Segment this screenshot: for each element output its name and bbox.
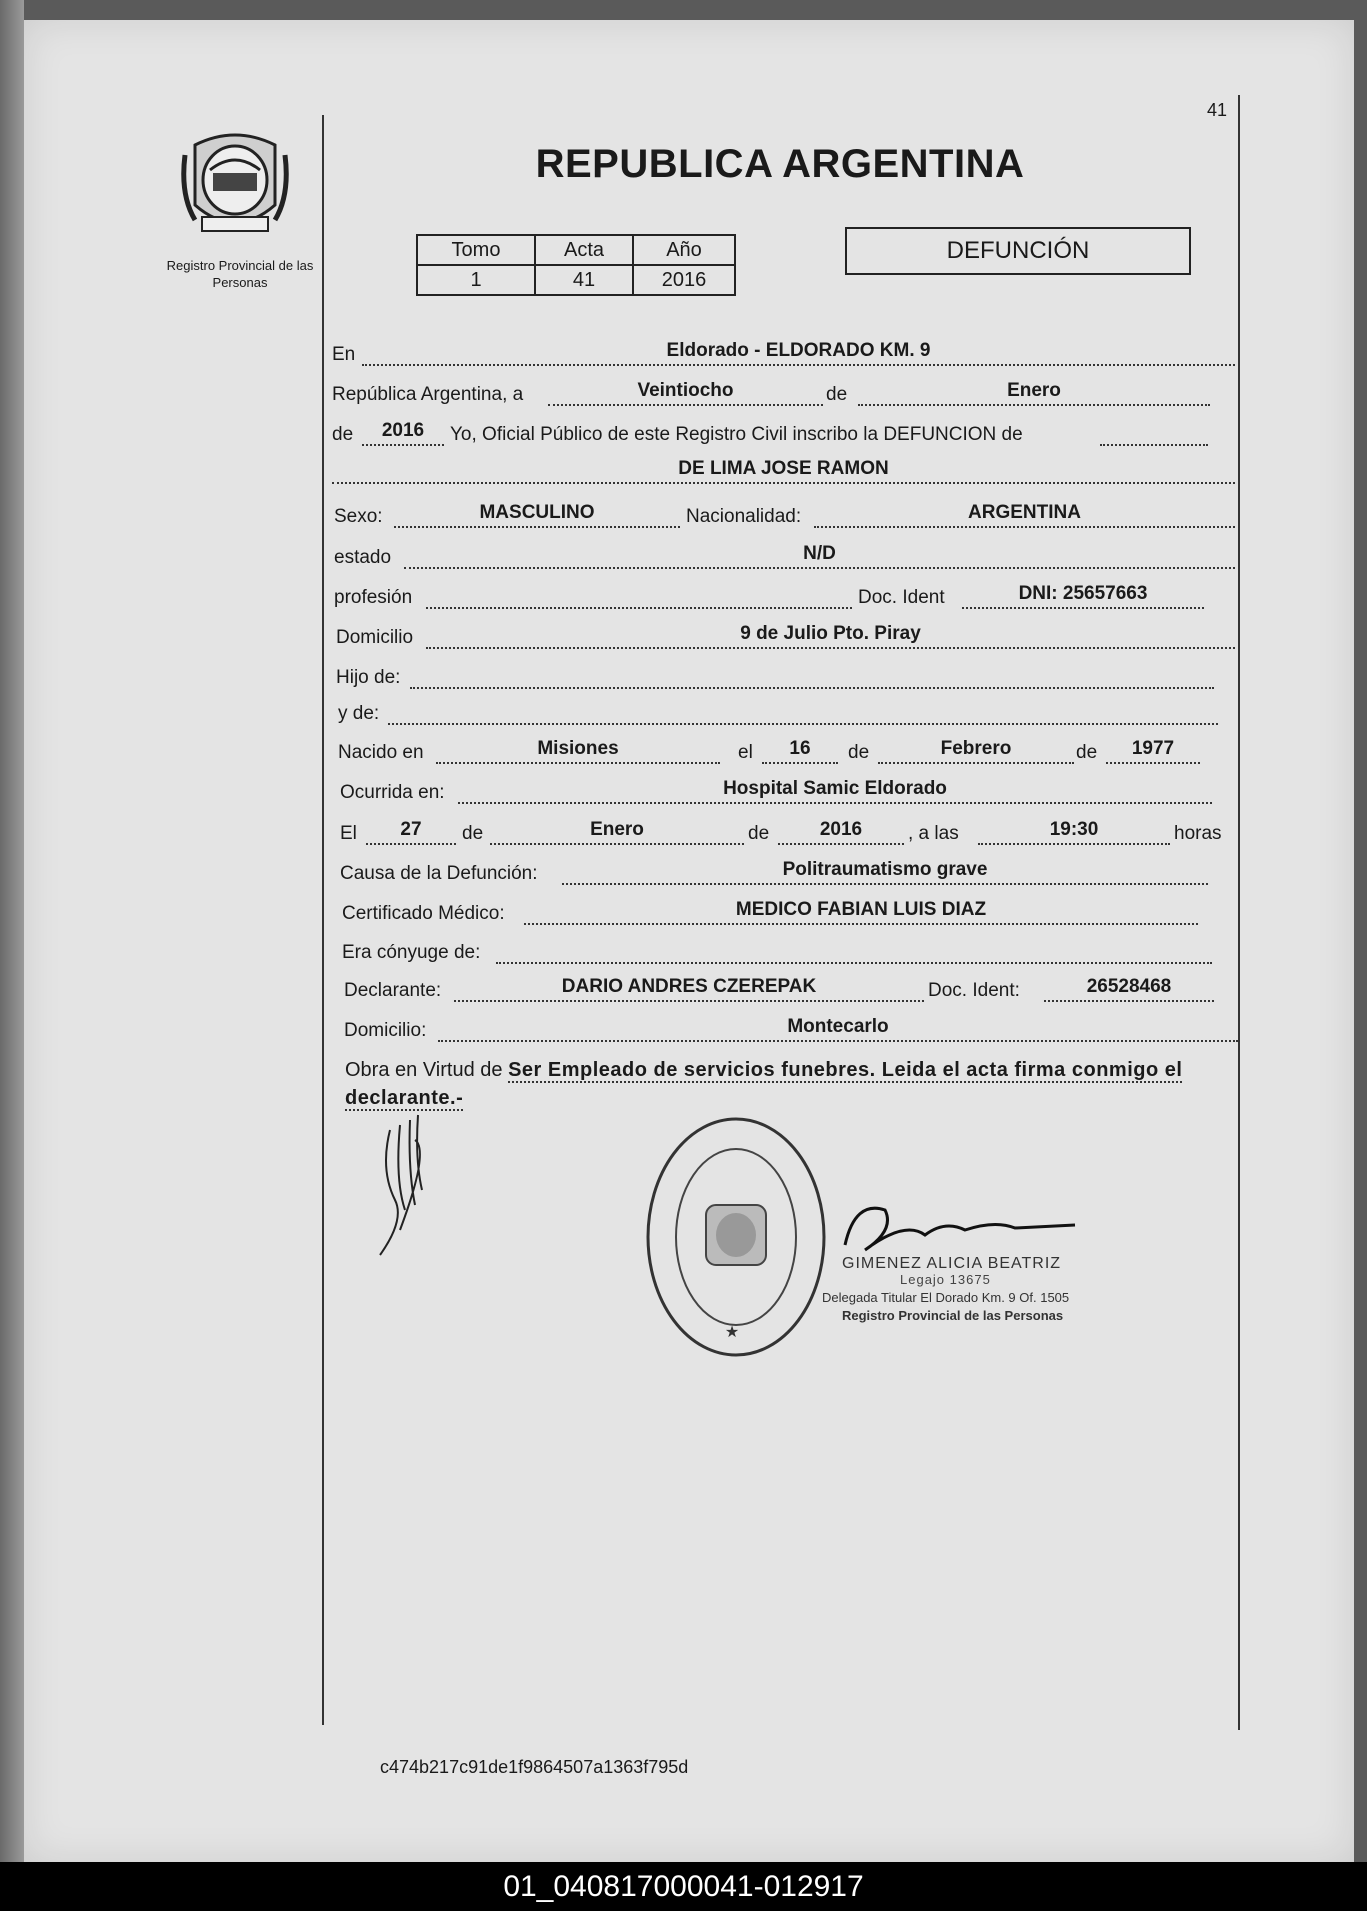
field-domicilio-declarante <box>438 1016 1238 1042</box>
field-nacionalidad <box>814 502 1235 528</box>
value-domicilio: 9 de Julio Pto. Piray <box>740 623 921 644</box>
document-hash: c474b217c91de1f9864507a1363f795d <box>380 1757 689 1777</box>
value-causa: Politraumatismo grave <box>782 859 988 880</box>
register-value-anio: 2016 <box>633 265 735 295</box>
label-domicilio-declarante: Domicilio: <box>344 1020 427 1041</box>
value-declarante: DARIO ANDRES CZEREPAK <box>561 976 817 997</box>
field-nombre <box>332 458 1235 484</box>
label-de-def-mes: de <box>462 823 484 844</box>
record-type-box: DEFUNCIÓN <box>845 227 1191 275</box>
row-anio-oficial <box>332 418 1212 450</box>
row-nombre <box>332 456 1235 488</box>
label-horas: horas <box>1174 823 1222 844</box>
label-conyuge: Era cónyuge de: <box>342 942 481 963</box>
value-ocurrida-en: Hospital Samic Eldorado <box>723 778 947 799</box>
label-doc-ident: Doc. Ident <box>858 587 945 608</box>
label-de-nac-anio: de <box>1076 742 1098 763</box>
label-obra: Obra en Virtud de <box>345 1059 503 1081</box>
row-profesion <box>334 581 1204 613</box>
label-de-anio: de <box>332 424 354 445</box>
page-number: 41 <box>1207 100 1228 120</box>
field-nac-anio <box>1106 738 1200 764</box>
registry-caption: Registro Provincial de las Personas <box>166 258 314 290</box>
label-de-def-anio: de <box>748 823 770 844</box>
declarant-signature-icon <box>370 1110 440 1260</box>
field-oficial-trailer <box>1100 420 1208 446</box>
value-def-hora: 19:30 <box>1049 819 1099 840</box>
label-de-nac-mes: de <box>848 742 870 763</box>
label-certificado: Certificado Médico: <box>342 903 505 924</box>
value-anio: 2016 <box>381 420 425 441</box>
label-el-cap: El <box>340 823 357 844</box>
field-ocurrida-en <box>458 778 1212 804</box>
official-registro: Registro Provincial de las Personas <box>842 1308 1064 1323</box>
row-ocurrida-en <box>340 776 1212 808</box>
field-conyuge <box>496 938 1212 964</box>
field-declarante <box>454 976 924 1002</box>
field-nac-mes <box>878 738 1074 764</box>
left-margin-line <box>322 115 324 1725</box>
label-a-las: , a las <box>908 823 959 844</box>
official-signature-icon <box>815 1190 1145 1260</box>
row-sexo <box>334 500 1235 532</box>
value-nacionalidad: ARGENTINA <box>968 502 1081 523</box>
value-domicilio-declarante: Montecarlo <box>787 1016 889 1037</box>
row-lugar <box>330 338 1235 370</box>
label-ocurrida-en: Ocurrida en: <box>340 782 445 803</box>
register-value-tomo: 1 <box>417 265 535 295</box>
field-declarante-doc <box>1044 976 1214 1002</box>
registry-stamp-icon <box>644 1115 829 1360</box>
field-domicilio <box>426 623 1235 649</box>
value-def-anio: 2016 <box>819 819 863 840</box>
field-mes <box>858 380 1210 406</box>
province-seal-icon <box>180 125 290 245</box>
row-nacimiento <box>338 736 1200 768</box>
value-def-mes: Enero <box>590 819 644 840</box>
field-sexo <box>394 502 680 528</box>
register-table <box>416 234 736 296</box>
field-dia-letras <box>548 380 823 406</box>
footer-id: 01_040817000041-012917 <box>0 1862 1367 1911</box>
register-header-tomo: Tomo <box>417 235 535 265</box>
document-title: REPUBLICA ARGENTINA <box>535 142 1025 186</box>
value-dia-letras: Veintiocho <box>637 380 734 401</box>
label-doc-ident-declarante: Doc. Ident: <box>928 980 1020 1001</box>
scan-edge <box>0 0 24 1911</box>
value-nac-mes: Febrero <box>940 738 1012 759</box>
field-y-de <box>388 699 1218 725</box>
value-nacido-en: Misiones <box>537 738 619 759</box>
field-dni <box>962 583 1204 609</box>
field-hijo-de <box>410 663 1214 689</box>
field-def-hora <box>978 819 1170 845</box>
value-declarante-doc: 26528468 <box>1086 976 1172 997</box>
row-causa <box>340 857 1208 889</box>
label-nacido-en: Nacido en <box>338 742 424 763</box>
row-domicilio-declarante <box>344 1014 1238 1046</box>
label-republica: República Argentina, a <box>332 384 524 405</box>
value-obra: Ser Empleado de servicios funebres. Leida el acta firma conmigo el declarante.- <box>345 1059 1183 1109</box>
official-cargo: Delegada Titular El Dorado Km. 9 Of. 1505 <box>822 1290 1070 1305</box>
official-legajo: Legajo 13675 <box>900 1272 991 1287</box>
label-el: el <box>738 742 753 763</box>
row-fecha-defuncion <box>340 817 1230 849</box>
label-sexo: Sexo: <box>334 506 383 527</box>
field-def-anio <box>778 819 904 845</box>
field-profesion <box>426 583 852 609</box>
row-estado <box>334 541 1235 573</box>
label-oficial: Yo, Oficial Público de este Registro Civil inscribo la DEFUNCION de <box>450 424 1023 445</box>
value-certificado: MEDICO FABIAN LUIS DIAZ <box>735 899 987 920</box>
value-nac-anio: 1977 <box>1131 738 1175 759</box>
register-value-acta: 41 <box>535 265 633 295</box>
field-nac-dia <box>762 738 838 764</box>
label-profesion: profesión <box>334 587 413 608</box>
label-estado: estado <box>334 547 392 568</box>
value-estado: N/D <box>803 543 836 564</box>
label-causa: Causa de la Defunción: <box>340 863 538 884</box>
label-nacionalidad: Nacionalidad: <box>686 506 802 527</box>
right-margin-line <box>1238 95 1240 1730</box>
row-declarante <box>344 974 1214 1006</box>
label-y-de: y de: <box>338 703 380 724</box>
value-nombre: DE LIMA JOSE RAMON <box>678 458 889 479</box>
value-mes: Enero <box>1007 380 1061 401</box>
official-name: GIMENEZ ALICIA BEATRIZ <box>842 1255 1062 1272</box>
obra-en-virtud <box>345 1056 1235 1112</box>
value-sexo: MASCULINO <box>479 502 595 523</box>
label-hijo-de: Hijo de: <box>336 667 401 688</box>
row-domicilio <box>336 621 1235 653</box>
field-causa <box>562 859 1208 885</box>
register-header-acta: Acta <box>535 235 633 265</box>
field-def-mes <box>490 819 744 845</box>
row-fecha-inscripcion <box>330 378 1210 410</box>
row-hijo-de <box>336 661 1214 693</box>
row-conyuge <box>342 936 1212 968</box>
field-def-dia <box>366 819 456 845</box>
register-header-anio: Año <box>633 235 735 265</box>
svg-text:★: ★ <box>724 1324 740 1341</box>
value-lugar: Eldorado - ELDORADO KM. 9 <box>666 340 931 361</box>
label-en: En <box>332 344 356 365</box>
value-dni: DNI: 25657663 <box>1018 583 1148 604</box>
value-def-dia: 27 <box>400 819 422 840</box>
field-anio <box>362 420 444 446</box>
row-certificado <box>342 897 1198 929</box>
field-lugar <box>362 340 1235 366</box>
field-estado <box>404 543 1235 569</box>
label-domicilio: Domicilio <box>336 627 414 648</box>
field-nacido-en <box>436 738 720 764</box>
value-nac-dia: 16 <box>789 738 811 759</box>
label-declarante: Declarante: <box>344 980 442 1001</box>
field-certificado <box>524 899 1198 925</box>
label-de-mes: de <box>826 384 848 405</box>
row-y-de <box>338 697 1218 729</box>
